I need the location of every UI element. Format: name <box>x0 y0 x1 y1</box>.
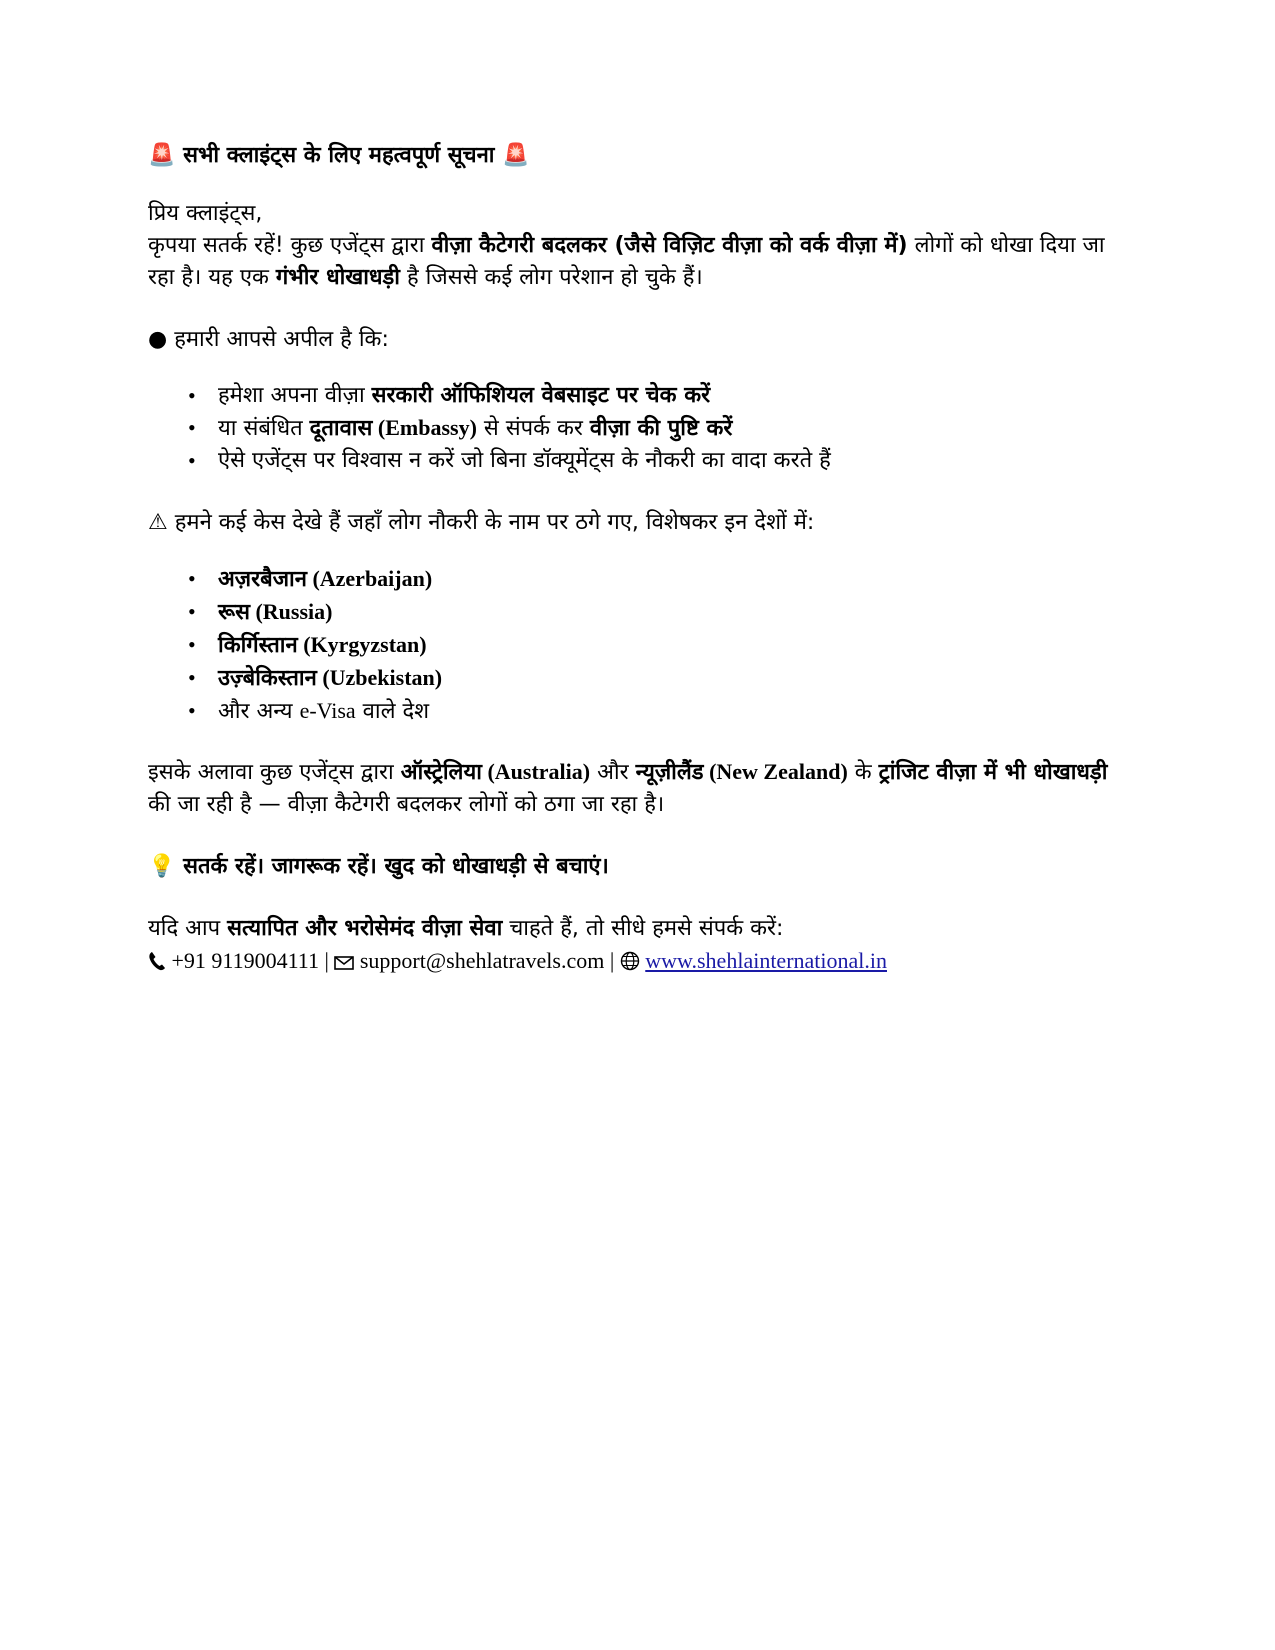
country-english: (Russia) <box>249 599 333 624</box>
lightbulb-icon: 💡 <box>148 854 176 879</box>
transit-paragraph <box>148 756 1128 821</box>
document-page <box>148 140 1128 977</box>
contact-intro-text: चाहते हैं, तो सीधे हमसे संपर्क करें: <box>502 916 784 941</box>
country-hindi: उज़्बेकिस्तान <box>218 666 317 691</box>
transit-text: और <box>590 760 636 785</box>
appeal-text: हमारी आपसे अपील है कि: <box>174 327 389 352</box>
list-item <box>188 629 1128 662</box>
list-item-text: ऐसे एजेंट्स पर विश्वास न करें जो बिना डॉक्यूमेंट्स के नौकरी का वादा करते हैं <box>218 448 831 473</box>
country-english: (Azerbaijan) <box>306 566 433 591</box>
contact-intro <box>148 913 1128 945</box>
contact-intro-text: यदि आप <box>148 916 228 941</box>
website-link[interactable]: www.shehlainternational.in <box>645 948 887 973</box>
notice-title <box>148 140 1128 172</box>
list-item-latin: (Embassy) <box>372 415 477 440</box>
list-item <box>188 695 1128 728</box>
country-hindi: अज़रबैजान <box>218 567 307 592</box>
contact-intro-bold: सत्यापित और भरोसेमंद वीज़ा सेवा <box>227 916 503 941</box>
list-item <box>188 445 1128 477</box>
list-item-text: वाले देश <box>355 699 430 724</box>
notice-title-text: सभी क्लाइंट्स के लिए महत्वपूर्ण सूचना <box>183 143 495 168</box>
transit-latin: (New Zealand) <box>703 759 848 784</box>
email-link[interactable]: support@shehlatravels.com <box>359 948 605 973</box>
intro-bold-1: वीज़ा कैटेगरी बदलकर (जैसे विज़िट वीज़ा को वर्क वीज़ा में) <box>431 233 908 258</box>
globe-icon <box>620 948 646 973</box>
phone-icon <box>148 948 172 973</box>
transit-latin: (Australia) <box>481 759 591 784</box>
country-hindi: किर्गिस्तान <box>218 633 298 658</box>
intro-text-3: है जिससे कई लोग परेशान हो चुके हैं। <box>400 265 703 290</box>
intro-text-1: कृपया सतर्क रहें! कुछ एजेंट्स द्वारा <box>148 233 432 258</box>
transit-bold: ऑस्ट्रेलिया <box>400 760 482 785</box>
greeting: प्रिय क्लाइंट्स, <box>148 201 263 226</box>
intro-text-2: लोगों को धोखा दिया जा रहा है। यह एक <box>148 233 1105 290</box>
list-item-bold: वीज़ा की पुष्टि करें <box>589 416 733 441</box>
list-item-text: से संपर्क कर <box>476 416 590 441</box>
envelope-icon <box>334 948 360 973</box>
country-hindi: रूस <box>218 600 250 625</box>
list-item <box>188 596 1128 629</box>
alert-line <box>148 851 1128 883</box>
transit-text: की जा रही है — वीज़ा कैटेगरी बदलकर लोगों को ठगा जा रहा है। <box>148 792 665 817</box>
appeal-heading <box>148 324 1128 356</box>
list-item <box>188 380 1128 412</box>
list-item-text: हमेशा अपना वीज़ा <box>218 383 372 408</box>
separator: | <box>604 948 620 973</box>
warning-text: हमने कई केस देखे हैं जहाँ लोग नौकरी के नाम पर ठगे गए, विशेषकर इन देशों में: <box>174 510 815 535</box>
alert-text: सतर्क रहें। जागरूक रहें। खुद को धोखाधड़ी से बचाएं। <box>183 854 609 879</box>
intro-paragraph <box>148 230 1128 294</box>
transit-text: इसके अलावा कुछ एजेंट्स द्वारा <box>148 760 401 785</box>
transit-bold: ट्रांजिट वीज़ा में भी धोखाधड़ी <box>878 760 1108 785</box>
contact-line <box>148 945 1128 977</box>
list-item <box>188 563 1128 596</box>
siren-icon: 🚨 <box>502 143 530 168</box>
warning-icon: ⚠ <box>148 510 168 535</box>
list-item <box>188 662 1128 695</box>
transit-bold: न्यूज़ीलैंड <box>635 760 704 785</box>
appeal-list <box>148 380 1128 477</box>
black-circle-icon: ● <box>148 327 168 352</box>
list-item-latin: e-Visa <box>299 698 356 723</box>
siren-icon: 🚨 <box>148 143 176 168</box>
phone-link[interactable]: +91 9119004111 <box>171 948 319 973</box>
list-item <box>188 412 1128 445</box>
transit-text: के <box>847 760 879 785</box>
country-english: (Uzbekistan) <box>316 665 443 690</box>
list-item-bold: सरकारी ऑफिशियल वेबसाइट पर चेक करें <box>371 383 711 408</box>
list-item-text: या संबंधित <box>218 416 310 441</box>
list-item-text: और अन्य <box>218 699 300 724</box>
list-item-bold: दूतावास <box>309 416 373 441</box>
country-english: (Kyrgyzstan) <box>297 632 427 657</box>
separator: | <box>318 948 335 973</box>
intro-bold-2: गंभीर धोखाधड़ी <box>275 265 401 290</box>
country-list <box>148 563 1128 728</box>
warning-line <box>148 507 1128 539</box>
